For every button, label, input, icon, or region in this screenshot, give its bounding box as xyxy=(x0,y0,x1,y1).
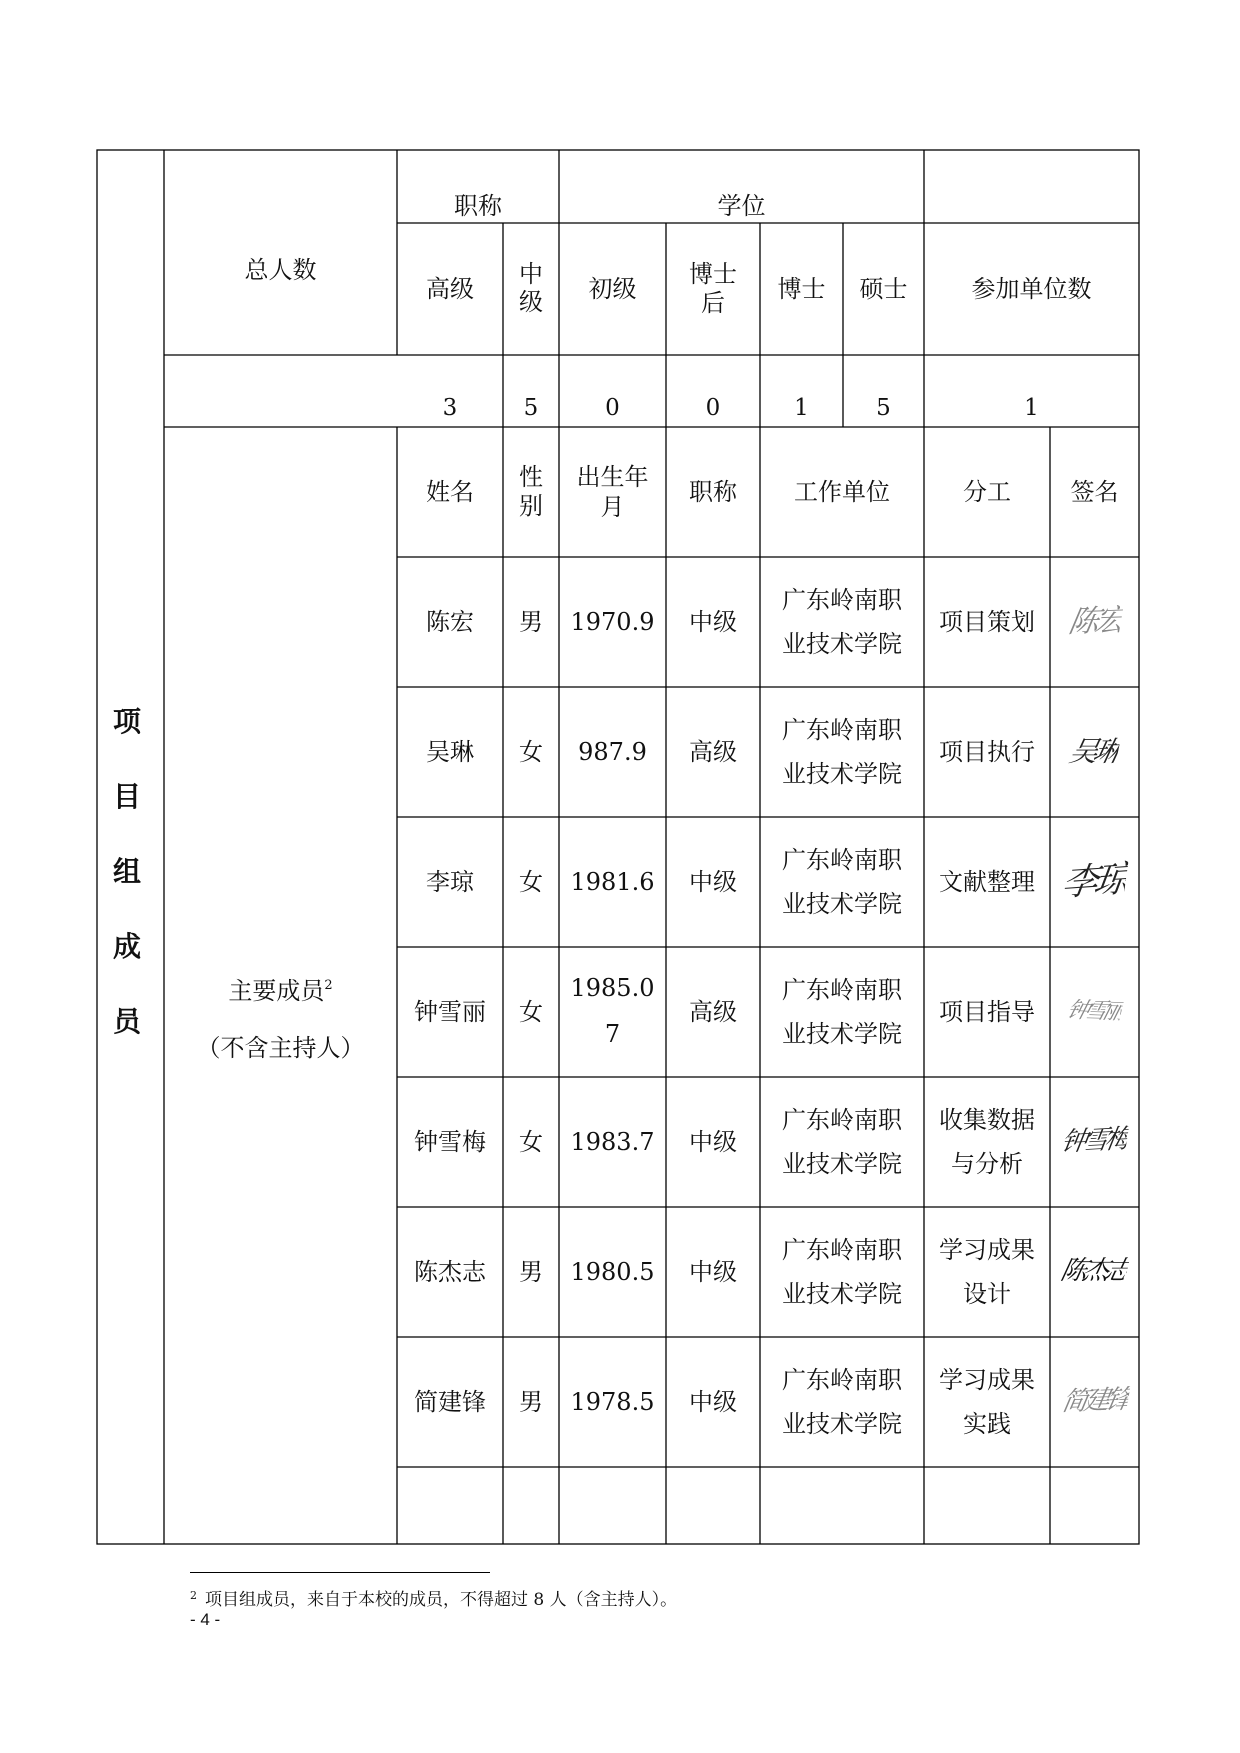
cell-work-unit: 广东岭南职 业技术学院 xyxy=(782,1105,902,1178)
section-title-char: 员 xyxy=(112,1005,141,1038)
members-label xyxy=(164,950,397,1090)
cell-name: 陈宏 xyxy=(426,607,474,636)
senior-header: 高级 xyxy=(426,274,474,303)
members-label-note: （不含主持人） xyxy=(196,1034,365,1062)
section-title-char: 目 xyxy=(112,780,141,813)
cell-work-unit: 广东岭南职 业技术学院 xyxy=(782,715,902,788)
cell-title: 中级 xyxy=(689,607,737,636)
cell-birth: 987.9 xyxy=(578,737,647,766)
master-value: 5 xyxy=(876,394,891,421)
footnote-divider xyxy=(190,1572,490,1573)
postdoc-value: 0 xyxy=(705,394,721,421)
cell-name: 钟雪丽 xyxy=(414,997,486,1026)
signature-image: 钟雪丽 xyxy=(1064,997,1125,1025)
cell-title: 高级 xyxy=(689,737,737,766)
senior-value: 3 xyxy=(442,394,458,421)
header-name: 姓名 xyxy=(426,477,474,506)
cell-gender: 女 xyxy=(519,737,543,766)
cell-work-unit: 广东岭南职 业技术学院 xyxy=(782,845,902,918)
cell-gender: 男 xyxy=(519,607,543,636)
signature-image: 吴琳 xyxy=(1067,735,1123,769)
cell-name: 吴琳 xyxy=(426,737,474,766)
header-role: 分工 xyxy=(963,477,1011,506)
cell-birth: 1970.9 xyxy=(570,607,655,636)
cell-role: 学习成果 实践 xyxy=(939,1365,1035,1438)
cell-name: 李琼 xyxy=(426,867,474,896)
cell-title: 高级 xyxy=(689,997,737,1026)
signature-image: 李琼 xyxy=(1059,858,1130,905)
postdoc-header: 博士 后 xyxy=(689,260,737,317)
members-label-text: 主要成员 xyxy=(228,977,325,1006)
cell-role: 文献整理 xyxy=(939,867,1035,896)
signature-image: 陈杰志 xyxy=(1058,1256,1131,1287)
section-title-char: 成 xyxy=(112,930,141,963)
header-title: 职称 xyxy=(689,477,737,506)
footnote-marker: 2 xyxy=(190,1589,197,1602)
total-count-label: 总人数 xyxy=(244,255,317,284)
cell-birth: 1978.5 xyxy=(570,1387,655,1416)
degree-header: 学位 xyxy=(717,192,766,221)
cell-gender: 女 xyxy=(519,867,543,896)
cell-birth: 1980.5 xyxy=(570,1257,655,1286)
cell-role: 项目策划 xyxy=(939,607,1035,636)
title-header: 职称 xyxy=(454,192,502,221)
section-title-char: 组 xyxy=(112,855,141,888)
phd-header: 博士 xyxy=(777,274,826,303)
signature-image: 钟雪梅 xyxy=(1059,1124,1130,1159)
cell-gender: 男 xyxy=(519,1257,543,1286)
cell-role: 项目指导 xyxy=(939,997,1035,1026)
section-title xyxy=(97,700,157,1040)
cell-birth: 1983.7 xyxy=(570,1127,655,1156)
cell-gender: 女 xyxy=(519,1127,543,1156)
junior-header: 初级 xyxy=(588,274,637,303)
cell-work-unit: 广东岭南职 业技术学院 xyxy=(782,1235,902,1308)
header-signature: 签名 xyxy=(1070,477,1119,506)
cell-name: 简建锋 xyxy=(414,1387,486,1416)
header-birth: 出生年 月 xyxy=(576,463,649,521)
cell-title: 中级 xyxy=(689,867,737,896)
cell-title: 中级 xyxy=(689,1127,737,1156)
cell-work-unit: 广东岭南职 业技术学院 xyxy=(782,975,902,1048)
page-number: - 4 - xyxy=(190,1610,221,1629)
footnote-marker: 2 xyxy=(324,978,333,994)
footnote xyxy=(190,1585,677,1610)
cell-gender: 女 xyxy=(519,997,543,1026)
cell-title: 中级 xyxy=(689,1257,737,1286)
junior-value: 0 xyxy=(605,394,620,421)
middle-value: 5 xyxy=(523,394,539,421)
cell-role: 收集数据 与分析 xyxy=(939,1105,1035,1178)
cell-role: 项目执行 xyxy=(939,737,1035,766)
cell-birth: 1985.0 7 xyxy=(570,974,655,1048)
signature-image: 陈宏 xyxy=(1065,602,1124,641)
cell-name: 陈杰志 xyxy=(414,1257,486,1286)
header-work-unit: 工作单位 xyxy=(794,477,890,506)
master-header: 硕士 xyxy=(859,274,908,303)
section-title-char: 项 xyxy=(112,705,141,738)
cell-work-unit: 广东岭南职 业技术学院 xyxy=(782,585,902,658)
units-value: 1 xyxy=(1024,394,1039,421)
cell-gender: 男 xyxy=(519,1387,543,1416)
footnote-text: 项目组成员，来自于本校的成员，不得超过 8 人（含主持人）。 xyxy=(205,1590,678,1610)
cell-title: 中级 xyxy=(689,1387,737,1416)
cell-role: 学习成果 设计 xyxy=(939,1235,1035,1308)
cell-work-unit: 广东岭南职 业技术学院 xyxy=(782,1365,902,1438)
header-gender: 性 别 xyxy=(519,463,543,520)
middle-header: 中 级 xyxy=(519,260,543,316)
phd-value: 1 xyxy=(794,394,809,421)
units-header: 参加单位数 xyxy=(971,274,1092,303)
cell-birth: 1981.6 xyxy=(570,867,655,896)
signature-image: 简建锋 xyxy=(1058,1385,1131,1418)
cell-name: 钟雪梅 xyxy=(414,1127,486,1156)
